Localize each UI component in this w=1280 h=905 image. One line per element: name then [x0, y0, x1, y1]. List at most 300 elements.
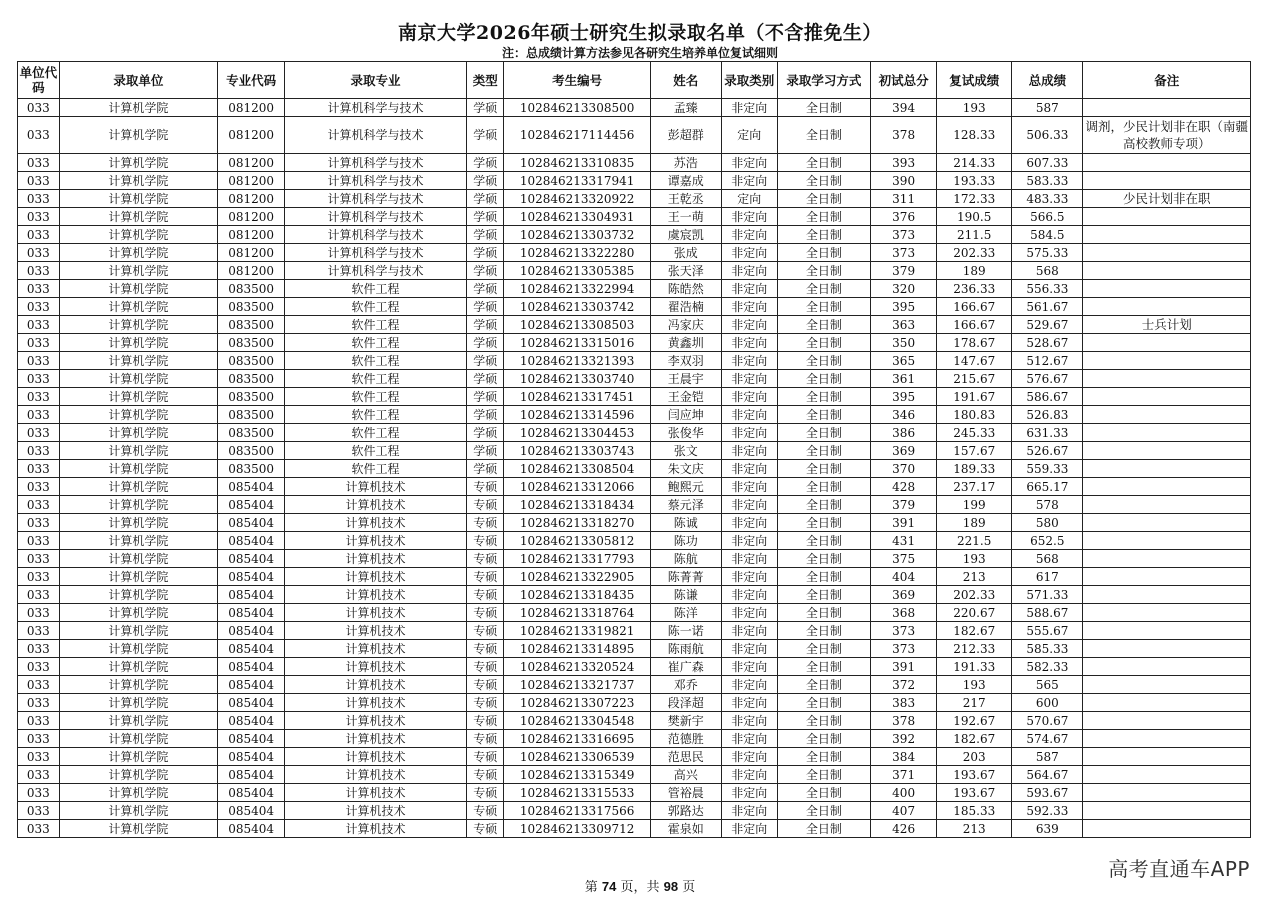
cell-category: 非定向	[721, 820, 777, 838]
header-remarks: 备注	[1083, 62, 1251, 99]
cell-retest-score: 189	[937, 514, 1012, 532]
cell-major: 计算机科学与技术	[285, 99, 467, 117]
table-row	[18, 460, 1251, 478]
cell-type: 专硕	[466, 802, 504, 820]
cell-major: 计算机技术	[285, 784, 467, 802]
cell-unit: 计算机学院	[59, 388, 217, 406]
cell-major: 计算机技术	[285, 604, 467, 622]
cell-remarks	[1083, 406, 1251, 424]
cell-type: 学硕	[466, 117, 504, 154]
cell-exam-id: 102846213320922	[504, 190, 650, 208]
cell-category: 定向	[721, 190, 777, 208]
cell-name: 闫应坤	[650, 406, 721, 424]
cell-unit: 计算机学院	[59, 712, 217, 730]
cell-exam-id: 102846213318270	[504, 514, 650, 532]
cell-major-code: 085404	[218, 532, 285, 550]
cell-initial-score: 379	[871, 262, 937, 280]
cell-study-mode: 全日制	[777, 208, 870, 226]
cell-major-code: 081200	[218, 99, 285, 117]
cell-unit: 计算机学院	[59, 784, 217, 802]
cell-remarks	[1083, 370, 1251, 388]
cell-major-code: 083500	[218, 334, 285, 352]
table-row	[18, 550, 1251, 568]
cell-category: 非定向	[721, 496, 777, 514]
cell-unit-code: 033	[18, 316, 60, 334]
cell-remarks	[1083, 460, 1251, 478]
cell-exam-id: 102846213314895	[504, 640, 650, 658]
table-row	[18, 568, 1251, 586]
cell-type: 学硕	[466, 388, 504, 406]
cell-exam-id: 102846213308503	[504, 316, 650, 334]
cell-initial-score: 428	[871, 478, 937, 496]
cell-remarks	[1083, 658, 1251, 676]
cell-type: 学硕	[466, 99, 504, 117]
table-row	[18, 586, 1251, 604]
cell-major: 计算机科学与技术	[285, 172, 467, 190]
cell-unit: 计算机学院	[59, 496, 217, 514]
cell-category: 非定向	[721, 460, 777, 478]
cell-type: 学硕	[466, 460, 504, 478]
cell-major-code: 085404	[218, 712, 285, 730]
table-row	[18, 424, 1251, 442]
cell-remarks	[1083, 334, 1251, 352]
cell-retest-score: 189	[937, 262, 1012, 280]
cell-retest-score: 166.67	[937, 298, 1012, 316]
cell-retest-score: 191.33	[937, 658, 1012, 676]
cell-retest-score: 193.67	[937, 784, 1012, 802]
table-row	[18, 820, 1251, 838]
cell-initial-score: 392	[871, 730, 937, 748]
cell-type: 专硕	[466, 766, 504, 784]
cell-study-mode: 全日制	[777, 352, 870, 370]
cell-unit-code: 033	[18, 244, 60, 262]
cell-total-score: 587	[1012, 748, 1083, 766]
cell-major: 软件工程	[285, 370, 467, 388]
cell-initial-score: 379	[871, 496, 937, 514]
cell-major: 计算机技术	[285, 766, 467, 784]
cell-total-score: 483.33	[1012, 190, 1083, 208]
cell-name: 管裕晨	[650, 784, 721, 802]
cell-name: 崔广森	[650, 658, 721, 676]
cell-major-code: 085404	[218, 640, 285, 658]
cell-remarks	[1083, 532, 1251, 550]
cell-total-score: 617	[1012, 568, 1083, 586]
cell-unit-code: 033	[18, 784, 60, 802]
cell-category: 非定向	[721, 262, 777, 280]
cell-exam-id: 102846213319821	[504, 622, 650, 640]
cell-major: 计算机技术	[285, 730, 467, 748]
cell-unit: 计算机学院	[59, 748, 217, 766]
cell-category: 非定向	[721, 784, 777, 802]
cell-remarks	[1083, 442, 1251, 460]
cell-study-mode: 全日制	[777, 117, 870, 154]
table-row	[18, 694, 1251, 712]
cell-total-score: 568	[1012, 262, 1083, 280]
cell-total-score: 574.67	[1012, 730, 1083, 748]
cell-major-code: 085404	[218, 496, 285, 514]
cell-category: 非定向	[721, 298, 777, 316]
cell-major-code: 083500	[218, 460, 285, 478]
cell-category: 非定向	[721, 766, 777, 784]
table-row	[18, 406, 1251, 424]
cell-category: 非定向	[721, 640, 777, 658]
cell-unit-code: 033	[18, 262, 60, 280]
cell-unit: 计算机学院	[59, 226, 217, 244]
cell-unit-code: 033	[18, 568, 60, 586]
cell-unit-code: 033	[18, 460, 60, 478]
cell-name: 陈航	[650, 550, 721, 568]
cell-remarks	[1083, 694, 1251, 712]
cell-initial-score: 370	[871, 460, 937, 478]
table-row	[18, 640, 1251, 658]
document-note: 注：总成绩计算方法参见各研究生培养单位复试细则	[501, 46, 778, 60]
cell-type: 学硕	[466, 352, 504, 370]
cell-remarks	[1083, 514, 1251, 532]
cell-unit: 计算机学院	[59, 370, 217, 388]
cell-study-mode: 全日制	[777, 694, 870, 712]
cell-name: 陈洋	[650, 604, 721, 622]
cell-major-code: 081200	[218, 244, 285, 262]
cell-initial-score: 373	[871, 244, 937, 262]
cell-remarks	[1083, 622, 1251, 640]
cell-unit: 计算机学院	[59, 694, 217, 712]
cell-unit: 计算机学院	[59, 424, 217, 442]
cell-initial-score: 384	[871, 748, 937, 766]
cell-initial-score: 369	[871, 586, 937, 604]
header-type: 类型	[466, 62, 504, 99]
cell-major-code: 085404	[218, 604, 285, 622]
cell-total-score: 528.67	[1012, 334, 1083, 352]
cell-category: 非定向	[721, 334, 777, 352]
cell-type: 学硕	[466, 226, 504, 244]
cell-remarks	[1083, 586, 1251, 604]
cell-total-score: 506.33	[1012, 117, 1083, 154]
cell-unit: 计算机学院	[59, 154, 217, 172]
cell-unit: 计算机学院	[59, 262, 217, 280]
cell-major-code: 085404	[218, 694, 285, 712]
cell-exam-id: 102846213314596	[504, 406, 650, 424]
cell-major: 软件工程	[285, 388, 467, 406]
table-row	[18, 298, 1251, 316]
cell-exam-id: 102846213303743	[504, 442, 650, 460]
table-row	[18, 676, 1251, 694]
cell-type: 专硕	[466, 676, 504, 694]
cell-remarks	[1083, 640, 1251, 658]
cell-unit: 计算机学院	[59, 478, 217, 496]
cell-initial-score: 391	[871, 514, 937, 532]
cell-major: 计算机技术	[285, 568, 467, 586]
cell-initial-score: 378	[871, 117, 937, 154]
cell-major-code: 085404	[218, 802, 285, 820]
cell-major-code: 085404	[218, 658, 285, 676]
cell-major: 计算机技术	[285, 802, 467, 820]
cell-total-score: 586.67	[1012, 388, 1083, 406]
cell-retest-score: 192.67	[937, 712, 1012, 730]
table-row	[18, 117, 1251, 154]
cell-total-score: 592.33	[1012, 802, 1083, 820]
cell-name: 谭嘉成	[650, 172, 721, 190]
table-body	[18, 99, 1251, 838]
cell-name: 陈谦	[650, 586, 721, 604]
cell-initial-score: 395	[871, 388, 937, 406]
cell-major: 计算机科学与技术	[285, 244, 467, 262]
cell-unit-code: 033	[18, 478, 60, 496]
cell-study-mode: 全日制	[777, 550, 870, 568]
cell-category: 非定向	[721, 586, 777, 604]
cell-major-code: 085404	[218, 748, 285, 766]
footer-total-pages: 98	[663, 879, 679, 894]
cell-major-code: 085404	[218, 586, 285, 604]
table-row	[18, 766, 1251, 784]
cell-retest-score: 147.67	[937, 352, 1012, 370]
cell-retest-score: 193	[937, 550, 1012, 568]
cell-exam-id: 102846213318435	[504, 586, 650, 604]
header-major-code: 专业代码	[218, 62, 285, 99]
cell-initial-score: 390	[871, 172, 937, 190]
cell-unit: 计算机学院	[59, 532, 217, 550]
table-row	[18, 370, 1251, 388]
table-row	[18, 99, 1251, 117]
cell-unit-code: 033	[18, 550, 60, 568]
cell-type: 专硕	[466, 784, 504, 802]
table-row	[18, 622, 1251, 640]
cell-major-code: 081200	[218, 208, 285, 226]
cell-exam-id: 102846213308500	[504, 99, 650, 117]
cell-name: 苏浩	[650, 154, 721, 172]
cell-remarks	[1083, 784, 1251, 802]
table-row	[18, 262, 1251, 280]
cell-category: 非定向	[721, 172, 777, 190]
cell-major: 计算机技术	[285, 820, 467, 838]
cell-type: 专硕	[466, 604, 504, 622]
cell-study-mode: 全日制	[777, 730, 870, 748]
cell-retest-score: 245.33	[937, 424, 1012, 442]
cell-name: 樊新宇	[650, 712, 721, 730]
cell-initial-score: 407	[871, 802, 937, 820]
cell-retest-score: 220.67	[937, 604, 1012, 622]
cell-name: 王一萌	[650, 208, 721, 226]
cell-unit: 计算机学院	[59, 208, 217, 226]
cell-retest-score: 212.33	[937, 640, 1012, 658]
cell-unit-code: 033	[18, 334, 60, 352]
cell-unit-code: 033	[18, 748, 60, 766]
cell-category: 定向	[721, 117, 777, 154]
cell-remarks	[1083, 154, 1251, 172]
table-row	[18, 280, 1251, 298]
cell-major-code: 085404	[218, 784, 285, 802]
cell-major: 计算机技术	[285, 640, 467, 658]
cell-unit-code: 033	[18, 766, 60, 784]
table-row	[18, 190, 1251, 208]
cell-exam-id: 102846213305385	[504, 262, 650, 280]
cell-study-mode: 全日制	[777, 676, 870, 694]
cell-major: 计算机技术	[285, 586, 467, 604]
footer-current-page: 74	[601, 879, 617, 894]
table-row	[18, 154, 1251, 172]
cell-type: 学硕	[466, 334, 504, 352]
cell-initial-score: 386	[871, 424, 937, 442]
cell-name: 高兴	[650, 766, 721, 784]
cell-category: 非定向	[721, 424, 777, 442]
cell-category: 非定向	[721, 478, 777, 496]
cell-retest-score: 190.5	[937, 208, 1012, 226]
cell-study-mode: 全日制	[777, 532, 870, 550]
cell-exam-id: 102846213303740	[504, 370, 650, 388]
cell-study-mode: 全日制	[777, 154, 870, 172]
cell-unit-code: 033	[18, 190, 60, 208]
cell-initial-score: 311	[871, 190, 937, 208]
cell-name: 李双羽	[650, 352, 721, 370]
cell-total-score: 559.33	[1012, 460, 1083, 478]
cell-category: 非定向	[721, 154, 777, 172]
cell-initial-score: 350	[871, 334, 937, 352]
cell-type: 专硕	[466, 586, 504, 604]
cell-unit-code: 033	[18, 694, 60, 712]
cell-remarks: 调剂，少民计划非在职（南疆高校教师专项）	[1083, 117, 1251, 154]
cell-unit-code: 033	[18, 298, 60, 316]
cell-initial-score: 383	[871, 694, 937, 712]
cell-unit-code: 033	[18, 442, 60, 460]
cell-remarks	[1083, 748, 1251, 766]
cell-major: 软件工程	[285, 460, 467, 478]
table-row	[18, 388, 1251, 406]
cell-category: 非定向	[721, 99, 777, 117]
cell-type: 专硕	[466, 568, 504, 586]
cell-unit: 计算机学院	[59, 604, 217, 622]
table-row	[18, 334, 1251, 352]
cell-major: 计算机技术	[285, 532, 467, 550]
cell-category: 非定向	[721, 730, 777, 748]
cell-name: 郭路达	[650, 802, 721, 820]
cell-exam-id: 102846213304931	[504, 208, 650, 226]
cell-unit-code: 033	[18, 604, 60, 622]
cell-study-mode: 全日制	[777, 460, 870, 478]
cell-major: 软件工程	[285, 334, 467, 352]
cell-name: 张天泽	[650, 262, 721, 280]
cell-type: 专硕	[466, 730, 504, 748]
cell-exam-id: 102846213303742	[504, 298, 650, 316]
cell-study-mode: 全日制	[777, 406, 870, 424]
cell-type: 专硕	[466, 622, 504, 640]
header-category: 录取类别	[721, 62, 777, 99]
cell-study-mode: 全日制	[777, 748, 870, 766]
cell-major: 软件工程	[285, 352, 467, 370]
cell-retest-score: 178.67	[937, 334, 1012, 352]
cell-unit-code: 033	[18, 208, 60, 226]
cell-major-code: 083500	[218, 424, 285, 442]
cell-major-code: 081200	[218, 190, 285, 208]
cell-remarks	[1083, 424, 1251, 442]
cell-remarks	[1083, 550, 1251, 568]
cell-major-code: 081200	[218, 262, 285, 280]
cell-retest-score: 182.67	[937, 730, 1012, 748]
cell-major-code: 081200	[218, 226, 285, 244]
cell-initial-score: 376	[871, 208, 937, 226]
table-row	[18, 784, 1251, 802]
cell-initial-score: 391	[871, 658, 937, 676]
cell-retest-score: 193.67	[937, 766, 1012, 784]
cell-name: 张成	[650, 244, 721, 262]
cell-major-code: 083500	[218, 280, 285, 298]
cell-retest-score: 189.33	[937, 460, 1012, 478]
cell-major: 计算机科学与技术	[285, 117, 467, 154]
cell-unit-code: 033	[18, 622, 60, 640]
cell-category: 非定向	[721, 532, 777, 550]
cell-major: 计算机科学与技术	[285, 208, 467, 226]
cell-type: 学硕	[466, 370, 504, 388]
cell-major: 计算机科学与技术	[285, 226, 467, 244]
cell-unit: 计算机学院	[59, 730, 217, 748]
cell-unit-code: 033	[18, 226, 60, 244]
cell-exam-id: 102846213318764	[504, 604, 650, 622]
cell-category: 非定向	[721, 244, 777, 262]
cell-major: 计算机科学与技术	[285, 262, 467, 280]
cell-unit: 计算机学院	[59, 334, 217, 352]
cell-exam-id: 102846213312066	[504, 478, 650, 496]
cell-study-mode: 全日制	[777, 496, 870, 514]
cell-initial-score: 431	[871, 532, 937, 550]
cell-major: 软件工程	[285, 406, 467, 424]
cell-exam-id: 102846213320524	[504, 658, 650, 676]
cell-remarks	[1083, 820, 1251, 838]
cell-study-mode: 全日制	[777, 640, 870, 658]
cell-total-score: 555.67	[1012, 622, 1083, 640]
cell-major-code: 083500	[218, 352, 285, 370]
cell-retest-score: 217	[937, 694, 1012, 712]
cell-retest-score: 172.33	[937, 190, 1012, 208]
cell-type: 学硕	[466, 406, 504, 424]
cell-major-code: 083500	[218, 298, 285, 316]
cell-retest-score: 180.83	[937, 406, 1012, 424]
cell-major: 软件工程	[285, 316, 467, 334]
cell-remarks	[1083, 226, 1251, 244]
cell-category: 非定向	[721, 514, 777, 532]
cell-study-mode: 全日制	[777, 388, 870, 406]
cell-name: 陈功	[650, 532, 721, 550]
cell-unit-code: 033	[18, 640, 60, 658]
cell-retest-score: 157.67	[937, 442, 1012, 460]
cell-exam-id: 102846213317793	[504, 550, 650, 568]
cell-unit: 计算机学院	[59, 190, 217, 208]
cell-unit: 计算机学院	[59, 586, 217, 604]
cell-total-score: 607.33	[1012, 154, 1083, 172]
cell-name: 孟臻	[650, 99, 721, 117]
cell-remarks	[1083, 172, 1251, 190]
cell-study-mode: 全日制	[777, 604, 870, 622]
cell-total-score: 529.67	[1012, 316, 1083, 334]
cell-type: 专硕	[466, 820, 504, 838]
cell-exam-id: 102846213315533	[504, 784, 650, 802]
cell-category: 非定向	[721, 622, 777, 640]
cell-type: 专硕	[466, 514, 504, 532]
cell-total-score: 564.67	[1012, 766, 1083, 784]
cell-retest-score: 221.5	[937, 532, 1012, 550]
cell-initial-score: 394	[871, 99, 937, 117]
cell-exam-id: 102846213321737	[504, 676, 650, 694]
cell-type: 学硕	[466, 244, 504, 262]
cell-retest-score: 182.67	[937, 622, 1012, 640]
table-row	[18, 496, 1251, 514]
cell-major: 软件工程	[285, 424, 467, 442]
cell-unit: 计算机学院	[59, 640, 217, 658]
cell-exam-id: 102846213309712	[504, 820, 650, 838]
cell-unit-code: 033	[18, 406, 60, 424]
cell-unit-code: 033	[18, 586, 60, 604]
cell-major: 计算机技术	[285, 712, 467, 730]
cell-retest-score: 166.67	[937, 316, 1012, 334]
cell-name: 陈一诺	[650, 622, 721, 640]
cell-study-mode: 全日制	[777, 316, 870, 334]
